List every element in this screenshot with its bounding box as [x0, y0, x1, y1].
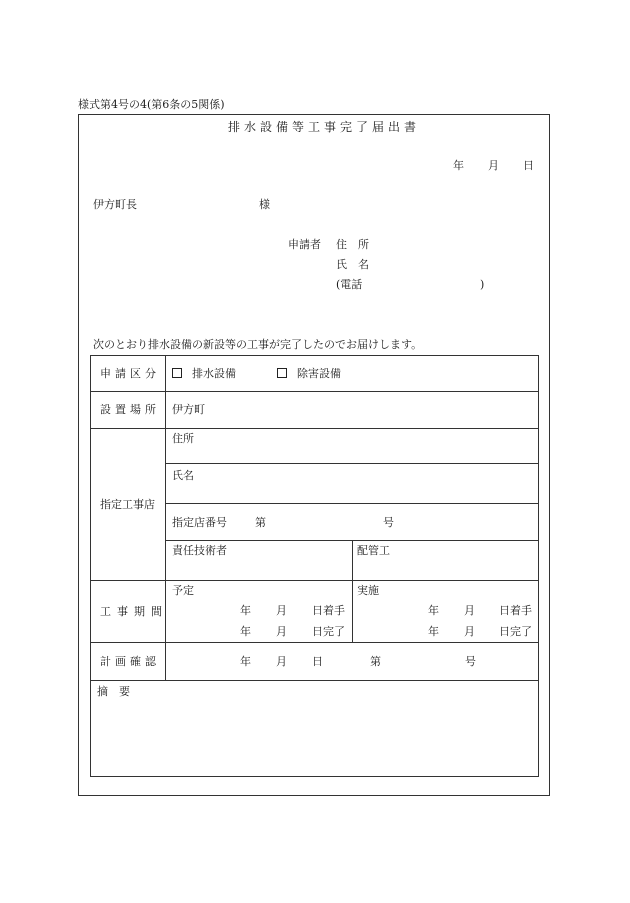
plan-year: 年	[240, 655, 251, 668]
date-year: 年	[453, 159, 464, 172]
applicant-phone-close: )	[480, 278, 485, 291]
store-number-label: 指定店番号	[172, 516, 227, 529]
store-number-prefix: 第	[255, 516, 266, 529]
applicant-phone-label: (電話	[336, 278, 363, 291]
option-pretreatment[interactable]	[277, 368, 341, 379]
form-number: 様式第4号の4(第6条の5関係)	[78, 98, 225, 111]
contractor-name-label: 氏名	[172, 469, 194, 482]
row-divider	[90, 580, 539, 581]
store-number-suffix: 号	[383, 516, 394, 529]
scheduled-start-month: 月	[276, 604, 287, 617]
applicant-label: 申請者	[288, 238, 321, 251]
category-label: 申請区分	[100, 367, 160, 380]
engineer-label: 責任技術者	[172, 544, 227, 557]
plan-day: 日	[312, 655, 323, 668]
actual-start-year: 年	[428, 604, 439, 617]
period-label: 工事期間	[100, 605, 168, 618]
option-drainage[interactable]	[172, 368, 236, 379]
contractor-address-label: 住所	[172, 432, 194, 445]
row-divider	[90, 391, 539, 392]
location-value: 伊方町	[172, 403, 205, 416]
actual-start-day: 日着手	[499, 604, 532, 617]
plan-month: 月	[276, 655, 287, 668]
form-title: 排水設備等工事完了届出書	[228, 120, 421, 134]
column-divider	[352, 580, 353, 642]
intro-text: 次のとおり排水設備の新設等の工事が完了したのでお届けします。	[93, 338, 423, 351]
addressee-honorific: 様	[259, 198, 270, 211]
plan-number-suffix: 号	[465, 655, 476, 668]
scheduled-start-day: 日着手	[312, 604, 345, 617]
scheduled-finish-day: 日完了	[312, 625, 345, 638]
checkbox-drainage[interactable]	[172, 368, 182, 378]
actual-finish-month: 月	[464, 625, 475, 638]
plan-label: 計画確認	[100, 655, 160, 668]
addressee-name: 伊方町長	[93, 198, 137, 211]
summary-label: 摘 要	[97, 685, 130, 698]
actual-finish-day: 日完了	[499, 625, 532, 638]
applicant-name-label: 氏 名	[336, 258, 369, 271]
row-divider	[165, 463, 539, 464]
column-divider	[352, 540, 353, 580]
scheduled-finish-year: 年	[240, 625, 251, 638]
option-pretreatment-label: 除害設備	[297, 367, 341, 380]
applicant-address-label: 住 所	[336, 238, 369, 251]
actual-finish-year: 年	[428, 625, 439, 638]
date-month: 月	[488, 159, 499, 172]
row-divider	[90, 642, 539, 643]
option-drainage-label: 排水設備	[192, 367, 236, 380]
completion-table	[90, 355, 539, 777]
row-divider	[90, 428, 539, 429]
actual-label: 実施	[357, 584, 379, 597]
scheduled-start-year: 年	[240, 604, 251, 617]
plumber-label: 配管工	[357, 544, 390, 557]
location-label: 設置場所	[100, 403, 160, 416]
actual-start-month: 月	[464, 604, 475, 617]
row-divider	[90, 680, 539, 681]
column-divider	[165, 355, 166, 680]
scheduled-label: 予定	[172, 584, 194, 597]
plan-number-prefix: 第	[370, 655, 381, 668]
checkbox-pretreatment[interactable]	[277, 368, 287, 378]
date-day: 日	[523, 159, 534, 172]
row-divider	[165, 503, 539, 504]
scheduled-finish-month: 月	[276, 625, 287, 638]
contractor-label: 指定工事店	[100, 498, 155, 511]
